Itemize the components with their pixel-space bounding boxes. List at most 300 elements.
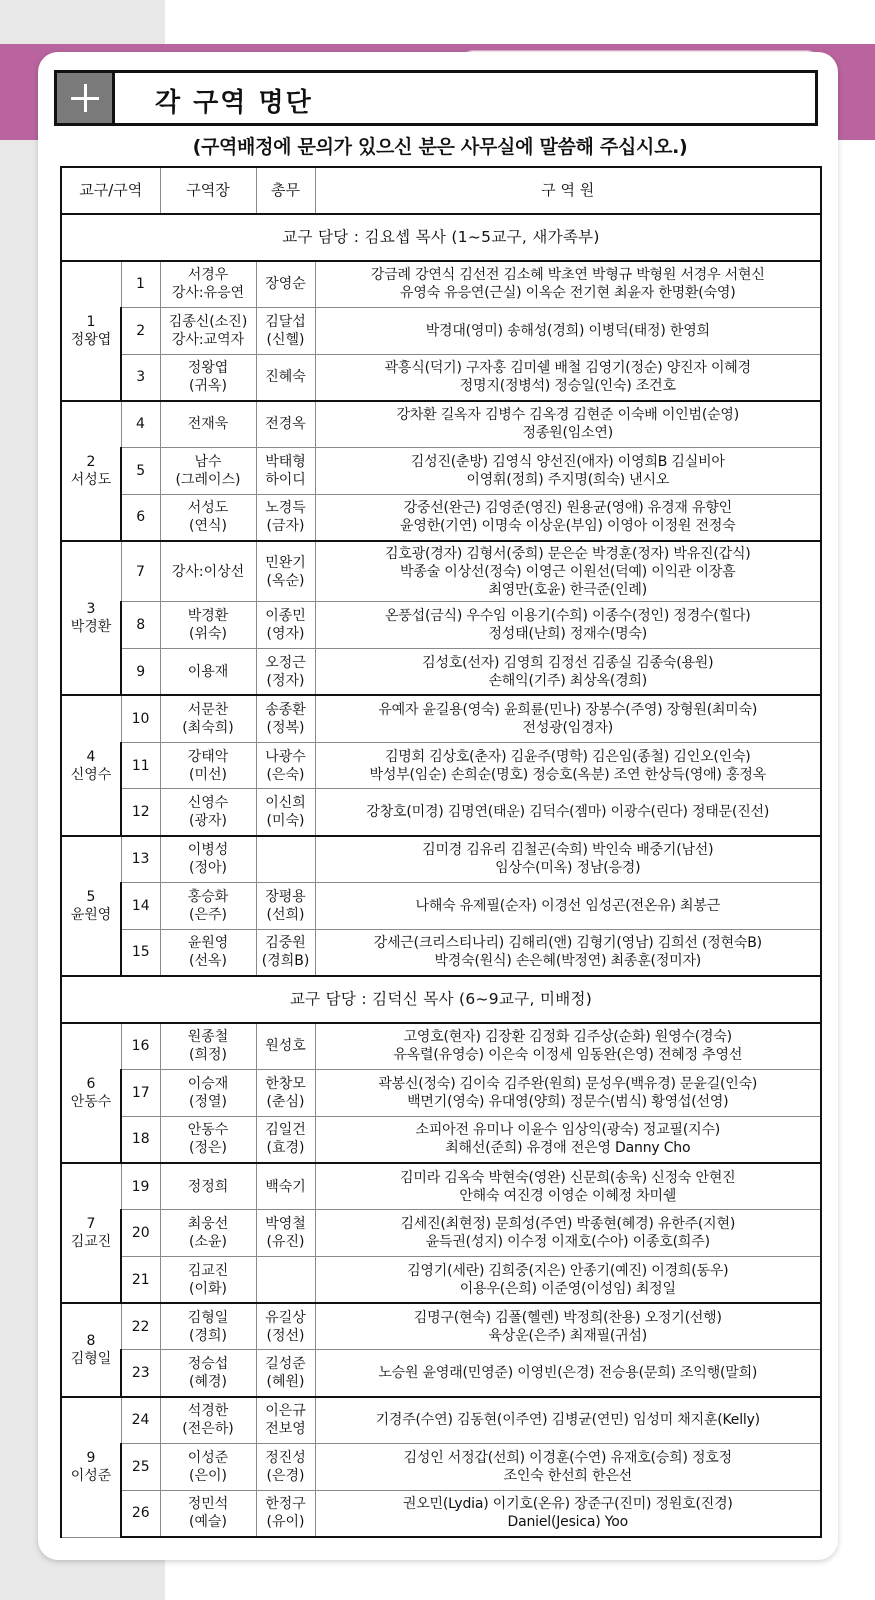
table-row [61,541,821,602]
zone-secretary-line: 이은규 [265,1403,306,1420]
zone-leader-line: 정왕엽 [187,360,229,377]
zone-members-line: 윤득권(성지) 이수정 이재호(수아) 이종호(희주) [425,1234,710,1251]
zone-leader-line: (광자) [189,813,227,830]
zone-leader-line: 이성준 [187,1449,229,1466]
table-row [61,1256,821,1303]
zone-leader-line: (귀옥) [189,378,227,395]
zone-leader-line: (정은) [189,1140,227,1157]
zone-secretary-line: (금자) [266,518,305,535]
zone-leader-line: 정승섭 [187,1356,229,1373]
zone-leader-line: (선옥) [189,953,227,970]
zone-members [315,1350,821,1397]
zone-members [315,602,821,649]
zone-members [315,1397,821,1444]
zone-secretary-line: (선희) [266,906,305,923]
zone-secretary [256,541,315,602]
zone-secretary-line: 김중원 [265,935,306,952]
zone-members-line: 육상운(은주) 최재필(귀섬) [488,1327,648,1344]
zone-secretary-line: 한창모 [265,1075,306,1092]
zone-members [315,1490,821,1537]
table-row [61,742,821,789]
zone-leader [160,1256,256,1303]
zone-secretary [256,354,315,401]
zone-members-line: 이영휘(정희) 주지명(희숙) 낸시오 [466,471,670,488]
zone-members-line: 강차환 길옥자 김병수 김옥경 김현준 이숙배 이인범(순영) [396,407,739,424]
zone-members-line: 나해숙 유제필(순자) 이경선 임성곤(전온유) 최봉근 [415,897,721,914]
zone-leader [160,261,256,308]
zone-secretary-line: 김일건 [265,1122,306,1139]
zone-number: 8 [121,602,160,649]
zone-leader-line: 이병성 [187,842,229,859]
zone-leader-line: (정열) [189,1093,227,1110]
district-number: 3 [86,601,96,618]
zone-leader-line: (그레이스) [175,471,241,488]
zone-secretary [256,929,315,976]
zone-secretary [256,401,315,448]
district-pastor-name: 정왕엽 [70,331,112,348]
header-members: 구 역 원 [315,167,821,214]
zone-members-line: 김명회 김상호(춘자) 김윤주(명학) 김은임(종철) 김인오(인숙) [384,748,751,765]
zone-members [315,695,821,742]
zone-leader [160,1163,256,1210]
zone-members-line: 곽봉신(정숙) 김이숙 김주완(원희) 문성우(백유경) 문윤길(인숙) [378,1075,758,1092]
zone-secretary [256,1210,315,1257]
zone-members-line: 온풍섭(금식) 우수임 이용기(수희) 이종수(정인) 정경수(힐다) [384,608,751,625]
district-pastor-name: 이성준 [70,1468,112,1485]
zone-secretary-line: 오정근 [265,654,306,671]
zone-leader [160,1303,256,1350]
zone-secretary [256,448,315,495]
zone-secretary [256,1023,315,1070]
district-group-cell [61,695,121,835]
district-roster-table [60,166,822,1538]
zone-members-line: 김성호(선자) 김영희 김정선 김종실 김종숙(용원) [422,654,714,671]
zone-secretary-line: 길성준 [265,1356,306,1373]
zone-leader [160,882,256,929]
zone-secretary [256,1350,315,1397]
zone-leader [160,695,256,742]
table-row [61,695,821,742]
zone-secretary-line: 전보영 [265,1421,306,1438]
district-group-cell [61,1397,121,1537]
zone-leader-line: 강사:교역자 [171,331,245,348]
zone-members-line: 박경대(영미) 송해성(경희) 이병덕(태정) 한영희 [425,322,710,339]
zone-secretary-line: (옥순) [266,572,305,589]
zone-number: 13 [121,836,160,883]
zone-members-line: 고영호(현자) 김장환 김정화 김주상(순화) 원영수(경숙) [403,1029,732,1046]
zone-number: 11 [121,742,160,789]
table-row [61,649,821,696]
zone-members-line: 김미라 김옥숙 박현숙(영완) 신문희(송욱) 신정숙 안현진 [400,1169,736,1186]
zone-leader-line: 강사:유응연 [171,285,245,302]
zone-secretary-line: (신헬) [266,331,305,348]
zone-number: 9 [121,649,160,696]
zone-members-line: 정성태(난희) 정재수(명숙) [488,626,648,643]
zone-secretary-line: 전경옥 [265,416,306,433]
zone-members-line: 김세진(최현정) 문희성(주연) 박종현(혜경) 유한주(지현) [400,1216,736,1233]
zone-members-line: 김명구(현숙) 김폴(헬렌) 박정희(찬용) 오정기(선행) [413,1309,722,1326]
zone-members [315,836,821,883]
zone-members-line: 김호광(경자) 김형서(중희) 문은순 박경훈(정자) 박유진(갑식) [384,545,751,562]
zone-number: 7 [121,541,160,602]
zone-secretary-line: 진혜숙 [265,369,306,386]
zone-members [315,1116,821,1163]
district-number: 6 [86,1075,96,1092]
table-row [61,882,821,929]
zone-secretary [256,742,315,789]
zone-leader [160,1350,256,1397]
zone-secretary-line: (은경) [266,1467,305,1484]
zone-leader-line: (정아) [189,860,227,877]
zone-leader-line: (은주) [189,906,227,923]
district-group-cell [61,1303,121,1397]
zone-secretary [256,789,315,836]
zone-leader [160,1443,256,1490]
zone-secretary-line: (미숙) [266,813,305,830]
zone-members-line: 최영만(호윤) 한극준(인례) [488,581,648,598]
zone-members [315,1163,821,1210]
zone-members [315,354,821,401]
zone-leader-line: (소윤) [189,1234,227,1251]
zone-leader-line: 최웅선 [187,1216,229,1233]
zone-leader [160,1210,256,1257]
zone-secretary-line: 노경득 [265,500,306,517]
zone-secretary [256,1116,315,1163]
zone-leader [160,1023,256,1070]
zone-leader-line: 안동수 [187,1122,229,1139]
zone-number: 23 [121,1350,160,1397]
zone-members-line: 김성인 서정갑(선희) 이경훈(수연) 유재호(승희) 정호정 [403,1449,732,1466]
zone-members [315,307,821,354]
district-group-cell [61,1163,121,1303]
zone-members-line: 윤영한(기연) 이명숙 이상운(부임) 이영아 이정원 전정숙 [400,518,736,535]
zone-leader-line: (전은하) [182,1421,234,1438]
zone-secretary [256,836,315,883]
zone-secretary-line: (춘심) [266,1093,305,1110]
zone-members-line: 김성진(춘방) 김영식 양선진(애자) 이영희B 김실비아 [410,453,725,470]
title-bar [54,70,818,126]
zone-number: 15 [121,929,160,976]
zone-members-line: 강중선(완근) 김영준(영진) 원용균(영애) 유경재 유향인 [403,500,732,517]
zone-number: 1 [121,261,160,308]
district-group-cell [61,401,121,541]
zone-members-line: 임상수(미옥) 정남(응경) [495,860,641,877]
zone-leader-line: (경희) [189,1327,227,1344]
zone-leader-line: 신영수 [187,795,229,812]
zone-leader-line: 서경우 [187,267,229,284]
zone-leader [160,494,256,541]
zone-number: 5 [121,448,160,495]
zone-secretary [256,649,315,696]
zone-members-line: 권오민(Lydia) 이기호(온유) 장준구(진미) 정원호(진경) [402,1496,733,1513]
zone-leader-line: 강사:이상선 [171,563,245,580]
zone-secretary-line: 한정구 [265,1496,306,1513]
table-row [61,1350,821,1397]
zone-leader-line: 석경한 [187,1403,229,1420]
zone-secretary [256,1443,315,1490]
table-row [61,1397,821,1444]
zone-secretary [256,1490,315,1537]
zone-members-line: 전성광(임경자) [522,720,613,737]
zone-leader-line: (은이) [189,1467,227,1484]
zone-leader-line: 박경환 [187,608,229,625]
zone-leader-line: (최숙희) [182,720,234,737]
table-row [61,1163,821,1210]
district-pastor-name: 김교진 [70,1234,112,1251]
table-row [61,401,821,448]
zone-number: 25 [121,1443,160,1490]
zone-leader-line: (연식) [189,518,227,535]
table-row [61,448,821,495]
zone-secretary-line: 김달섭 [265,313,306,330]
zone-secretary-line: 나광수 [265,748,306,765]
zone-leader-line: 정민석 [187,1496,229,1513]
zone-number: 10 [121,695,160,742]
zone-leader [160,307,256,354]
zone-number: 19 [121,1163,160,1210]
zone-leader [160,1490,256,1537]
zone-secretary-line: 이종민 [265,608,306,625]
zone-secretary-line: 장평용 [265,888,306,905]
zone-leader [160,929,256,976]
district-number: 4 [86,748,96,765]
zone-members-line: 강세근(크리스티나리) 김해리(앤) 김형기(영남) 김희선 (정현숙B) [373,935,762,952]
zone-members [315,789,821,836]
table-row [61,836,821,883]
zone-number: 6 [121,494,160,541]
table-row [61,494,821,541]
district-group-cell [61,836,121,976]
table-row [61,602,821,649]
zone-members-line: 김영기(세란) 김희중(지은) 안종기(예진) 이경희(동우) [407,1262,729,1279]
zone-secretary [256,1163,315,1210]
zone-members [315,1210,821,1257]
zone-members-line: Daniel(Jesica) Yoo [507,1514,628,1531]
zone-leader-line: 전재욱 [187,416,229,433]
zone-members [315,1256,821,1303]
zone-members-line: 백면기(영숙) 유대영(양희) 정문수(범식) 황영섭(선영) [407,1093,729,1110]
section-label: 교구 담당 : 김요셉 목사 (1~5교구, 새가족부) [61,214,821,261]
zone-leader-line: 서성도 [187,500,229,517]
zone-leader-line: 강태악 [187,748,229,765]
table-row [61,1069,821,1116]
zone-number: 22 [121,1303,160,1350]
zone-leader-line: 김종신(소진) [168,313,248,330]
zone-secretary [256,882,315,929]
zone-leader [160,789,256,836]
table-row [61,1303,821,1350]
zone-leader [160,1069,256,1116]
district-number: 9 [86,1450,96,1467]
zone-members [315,261,821,308]
district-number: 8 [86,1332,96,1349]
zone-secretary-line: 박영철 [265,1216,306,1233]
zone-leader [160,354,256,401]
district-group-cell [61,1023,121,1163]
zone-members [315,649,821,696]
zone-members [315,742,821,789]
zone-members [315,1443,821,1490]
district-number: 5 [86,888,96,905]
zone-leader [160,602,256,649]
zone-members-line: 박종술 이상선(정숙) 이영근 이원선(덕예) 이익관 이장흠 [400,563,736,580]
zone-secretary-line: 하이디 [265,471,306,488]
zone-members-line: 이용우(은희) 이준영(이성임) 최정일 [459,1280,676,1297]
zone-number: 17 [121,1069,160,1116]
district-number: 2 [86,453,96,470]
zone-members-line: 최해선(준희) 유경애 전은영 Danny Cho [445,1140,691,1157]
zone-number: 4 [121,401,160,448]
zone-members-line: 노승원 윤영래(민영준) 이영빈(은경) 전승용(문희) 조익행(말희) [378,1365,758,1382]
table-row [61,1210,821,1257]
zone-number: 21 [121,1256,160,1303]
zone-members-line: 조인숙 한선희 한은선 [503,1467,632,1484]
district-pastor-name: 서성도 [70,471,112,488]
zone-secretary-line: (정자) [266,672,305,689]
table-row [61,1443,821,1490]
zone-secretary [256,1397,315,1444]
zone-leader-line: 원종철 [187,1029,229,1046]
section-divider-row [61,214,821,261]
zone-members-line: 강금례 강연식 김선전 김소혜 박초연 박형규 박형원 서경우 서현신 [370,267,765,284]
zone-number: 24 [121,1397,160,1444]
zone-number: 16 [121,1023,160,1070]
zone-leader-line: 윤원영 [187,935,229,952]
zone-secretary [256,1303,315,1350]
zone-secretary-line: (은숙) [266,766,305,783]
zone-secretary-line: (정복) [266,720,305,737]
zone-number: 18 [121,1116,160,1163]
zone-secretary-line: 원성호 [265,1038,306,1055]
district-pastor-name: 윤원영 [70,906,112,923]
zone-leader-line: 김형일 [187,1309,229,1326]
zone-leader-line: 이용재 [187,663,229,680]
zone-number: 2 [121,307,160,354]
zone-secretary-line: (경희B) [261,953,310,970]
zone-number: 26 [121,1490,160,1537]
zone-members [315,1069,821,1116]
zone-leader [160,1397,256,1444]
zone-number: 12 [121,789,160,836]
zone-secretary-line: (유진) [266,1234,305,1251]
zone-secretary-line: (유이) [266,1514,305,1531]
zone-members [315,448,821,495]
zone-secretary [256,695,315,742]
zone-members-line: 안해숙 여진경 이영순 이혜정 차미쉘 [459,1187,677,1204]
zone-secretary-line: 정진성 [265,1449,306,1466]
zone-leader-line: (미선) [189,766,227,783]
zone-members [315,401,821,448]
district-pastor-name: 안동수 [70,1093,112,1110]
zone-secretary-line: (정선) [266,1327,305,1344]
zone-secretary-line: 백숙기 [265,1178,306,1195]
zone-secretary [256,494,315,541]
district-pastor-name: 신영수 [70,766,112,783]
district-number: 1 [86,313,96,330]
zone-number: 20 [121,1210,160,1257]
zone-members [315,494,821,541]
zone-members-line: 기경주(수연) 김동현(이주연) 김병균(연민) 임성미 채지훈(Kelly) [375,1412,760,1429]
district-pastor-name: 김형일 [70,1350,112,1367]
zone-members [315,882,821,929]
zone-leader-line: 이승재 [187,1075,229,1092]
zone-members-line: 유예자 윤길용(영숙) 윤희륜(민나) 장봉수(주영) 장형원(최미숙) [378,702,758,719]
zone-secretary-line: 이신희 [265,795,306,812]
table-row [61,307,821,354]
zone-leader-line: (이화) [189,1280,227,1297]
section-label: 교구 담당 : 김덕신 목사 (6~9교구, 미배정) [61,976,821,1023]
zone-members-line: 정종원(임소연) [522,425,613,442]
zone-secretary [256,261,315,308]
zone-members-line: 유영숙 유응연(근실) 이옥순 전기현 최윤자 한명환(숙영) [400,285,736,302]
zone-leader [160,649,256,696]
zone-members-line: 소피아전 유미나 이윤수 임상익(광숙) 정교필(지수) [415,1122,721,1139]
header-district: 교구/구역 [61,167,160,214]
table-row [61,1490,821,1537]
table-row [61,1116,821,1163]
zone-members-line: 박성부(임순) 손희순(명호) 정승호(옥분) 조연 한상득(영애) 홍정옥 [369,766,766,783]
table-row [61,789,821,836]
zone-members [315,1023,821,1070]
zone-leader-line: 정정희 [187,1178,229,1195]
zone-secretary-line: (혜원) [266,1374,305,1391]
zone-leader [160,401,256,448]
section-divider-row [61,976,821,1023]
zone-leader-line: 남수 [194,453,222,470]
zone-secretary-line: 송종환 [265,702,306,719]
zone-leader [160,448,256,495]
notice-text: (구역배정에 문의가 있으신 분은 사무실에 말씀해 주십시오.) [192,136,688,158]
zone-leader [160,541,256,602]
zone-secretary-line: 민완기 [265,554,306,571]
zone-members [315,1303,821,1350]
zone-secretary [256,602,315,649]
page-title: 각 구역 명단 [155,88,313,118]
zone-leader [160,836,256,883]
table-row [61,261,821,308]
zone-members-line: 박경숙(원식) 손은혜(박정연) 최종훈(정미자) [434,953,702,970]
zone-leader-line: 홍승화 [187,888,229,905]
zone-leader-line: (희정) [189,1047,227,1064]
zone-members [315,541,821,602]
header-leader: 구역장 [160,167,256,214]
zone-leader [160,1116,256,1163]
table-row [61,354,821,401]
zone-secretary-line: (영자) [266,626,305,643]
zone-secretary-line: (효경) [266,1140,305,1157]
zone-members [315,929,821,976]
zone-number: 14 [121,882,160,929]
zone-secretary-line: 박태형 [265,453,306,470]
zone-number: 3 [121,354,160,401]
zone-members-line: 유옥렬(유영승) 이은숙 이정세 임동완(은영) 전혜정 추영선 [393,1047,743,1064]
zone-members-line: 정명지(정병석) 정승일(인숙) 조건호 [459,378,676,395]
zone-secretary-line: 유길상 [265,1309,306,1326]
district-group-cell [61,541,121,695]
header-secretary: 총무 [256,167,315,214]
district-number: 7 [86,1216,96,1233]
district-pastor-name: 박경환 [70,619,112,636]
table-row [61,929,821,976]
table-header-row [61,167,821,214]
table-row [61,1023,821,1070]
zone-leader-line: (예슬) [189,1514,227,1531]
plus-icon [57,73,115,123]
zone-members-line: 곽흥식(덕기) 구자홍 김미쉘 배철 김영기(정순) 양진자 이혜경 [384,360,751,377]
zone-leader-line: (위숙) [189,626,227,643]
zone-secretary-line: 장영순 [265,276,306,293]
zone-members-line: 강창호(미경) 김명연(태운) 김덕수(젬마) 이광수(린다) 정태문(진선) [366,804,770,821]
